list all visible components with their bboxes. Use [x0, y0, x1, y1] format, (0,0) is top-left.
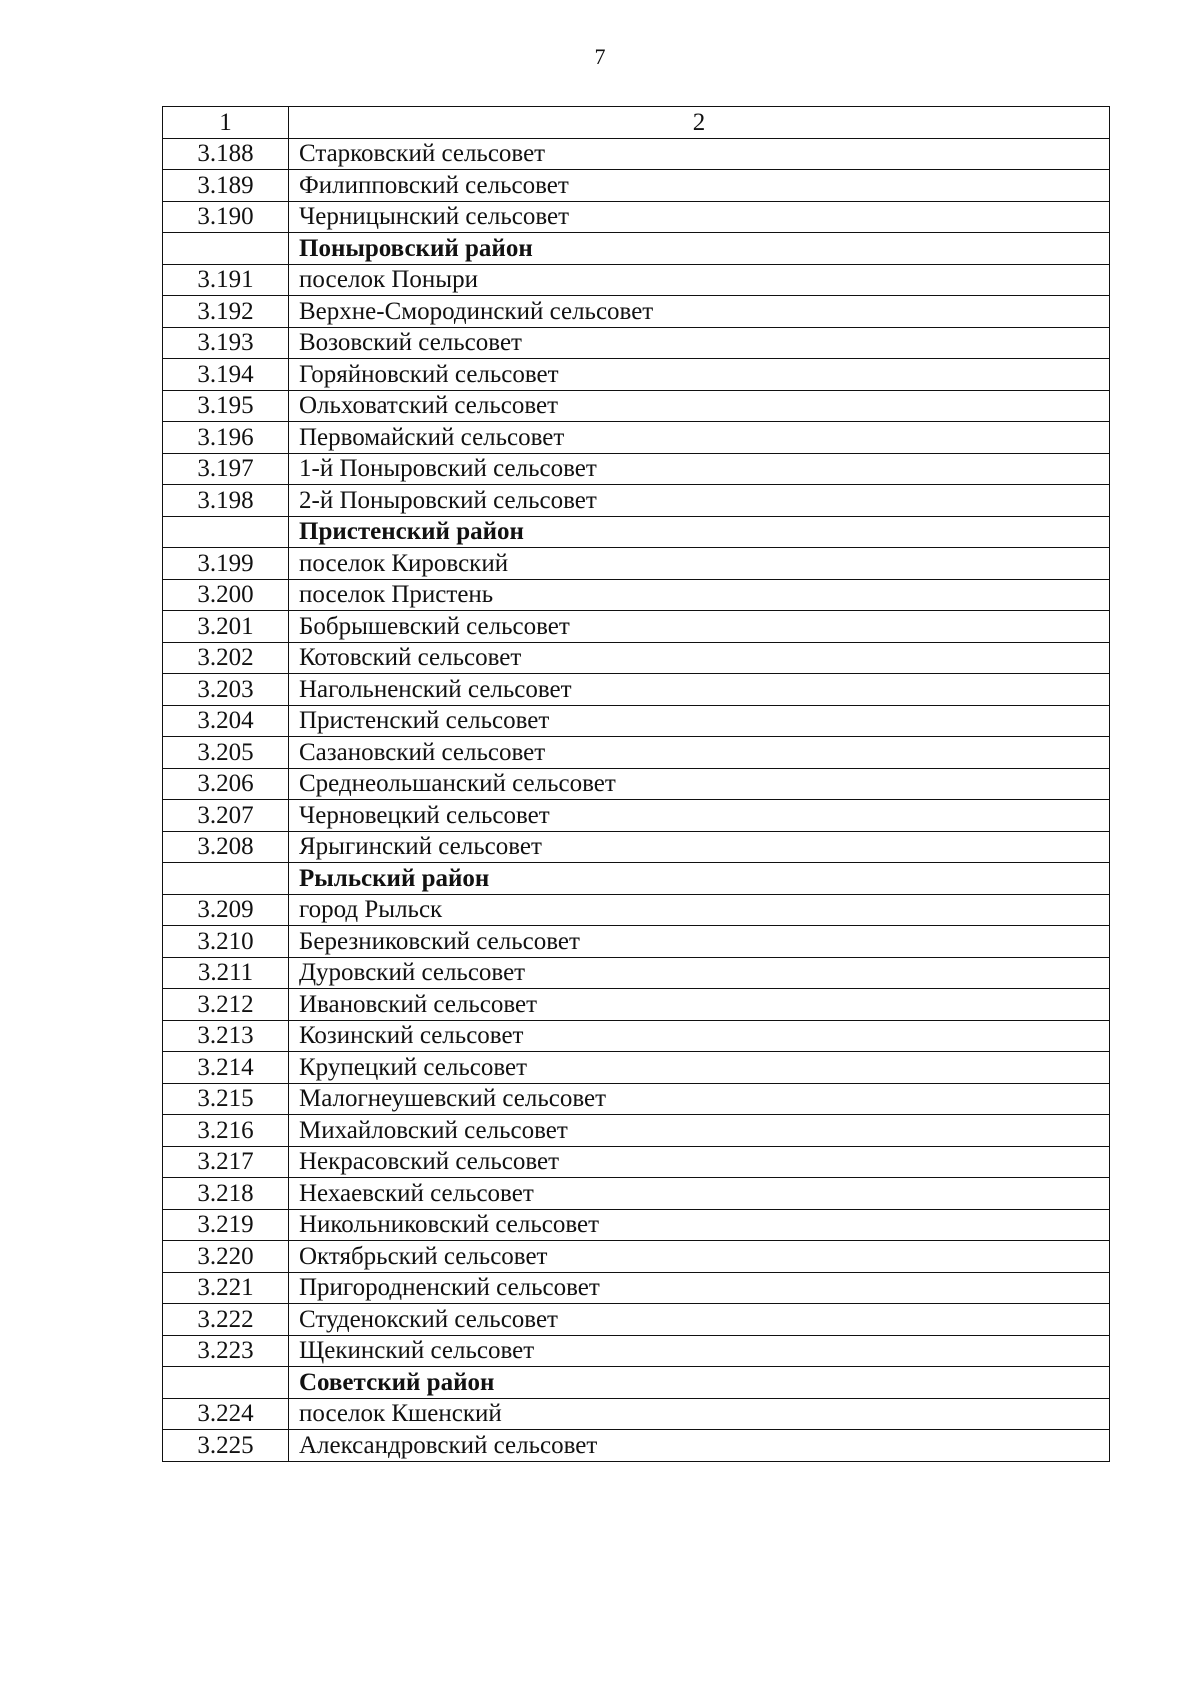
- settlement-name-cell: Никольниковский сельсовет: [289, 1209, 1110, 1241]
- row-number-cell: 3.211: [163, 957, 289, 989]
- table-row: [163, 800, 1110, 832]
- table-row: [163, 1335, 1110, 1367]
- table-row: [163, 485, 1110, 517]
- table-row: [163, 1020, 1110, 1052]
- table-body: [163, 107, 1110, 1462]
- row-number-cell: 3.219: [163, 1209, 289, 1241]
- settlement-name-cell: Малогнеушевский сельсовет: [289, 1083, 1110, 1115]
- table-row: [163, 1272, 1110, 1304]
- row-number-cell: 3.192: [163, 296, 289, 328]
- settlement-name-cell: Нехаевский сельсовет: [289, 1178, 1110, 1210]
- row-number-cell: 3.195: [163, 390, 289, 422]
- district-heading-row: [163, 233, 1110, 265]
- row-number-cell: 3.221: [163, 1272, 289, 1304]
- table-row: [163, 201, 1110, 233]
- table-row: [163, 390, 1110, 422]
- settlement-name-cell: Михайловский сельсовет: [289, 1115, 1110, 1147]
- row-number-cell: 3.197: [163, 453, 289, 485]
- settlement-name-cell: поселок Кшенский: [289, 1398, 1110, 1430]
- table-row: [163, 453, 1110, 485]
- settlements-table: [162, 106, 1110, 1462]
- table-row: [163, 1052, 1110, 1084]
- row-number-cell: 3.202: [163, 642, 289, 674]
- table-row: [163, 642, 1110, 674]
- row-number-cell: 3.222: [163, 1304, 289, 1336]
- row-number-cell: 3.190: [163, 201, 289, 233]
- row-number-cell: 3.225: [163, 1430, 289, 1462]
- row-number-cell: 3.199: [163, 548, 289, 580]
- settlement-name-cell: Старковский сельсовет: [289, 138, 1110, 170]
- district-name-cell: Советский район: [289, 1367, 1110, 1399]
- settlement-name-cell: Филипповский сельсовет: [289, 170, 1110, 202]
- row-number-cell: 3.208: [163, 831, 289, 863]
- table-row: [163, 1430, 1110, 1462]
- settlement-name-cell: город Рыльск: [289, 894, 1110, 926]
- settlement-name-cell: Некрасовский сельсовет: [289, 1146, 1110, 1178]
- settlement-name-cell: Бобрышевский сельсовет: [289, 611, 1110, 643]
- settlement-name-cell: поселок Кировский: [289, 548, 1110, 580]
- table-row: [163, 989, 1110, 1021]
- settlement-name-cell: Студенокский сельсовет: [289, 1304, 1110, 1336]
- table-row: [163, 327, 1110, 359]
- settlement-name-cell: Октябрьский сельсовет: [289, 1241, 1110, 1273]
- settlement-name-cell: Котовский сельсовет: [289, 642, 1110, 674]
- settlement-name-cell: Сазановский сельсовет: [289, 737, 1110, 769]
- settlement-name-cell: Черницынский сельсовет: [289, 201, 1110, 233]
- district-name-cell: Поныровский район: [289, 233, 1110, 265]
- table-row: [163, 674, 1110, 706]
- table-row: [163, 737, 1110, 769]
- settlement-name-cell: Возовский сельсовет: [289, 327, 1110, 359]
- row-number-cell: 3.210: [163, 926, 289, 958]
- row-number-cell: 3.206: [163, 768, 289, 800]
- settlement-name-cell: Среднеольшанский сельсовет: [289, 768, 1110, 800]
- row-number-cell: 3.200: [163, 579, 289, 611]
- table-row: [163, 296, 1110, 328]
- table-row: [163, 831, 1110, 863]
- table-row: [163, 264, 1110, 296]
- row-number-cell: 3.203: [163, 674, 289, 706]
- table-row: [163, 548, 1110, 580]
- table-row: [163, 422, 1110, 454]
- district-name-cell: Пристенский район: [289, 516, 1110, 548]
- row-number-cell: 3.204: [163, 705, 289, 737]
- district-heading-row: [163, 863, 1110, 895]
- settlement-name-cell: Ивановский сельсовет: [289, 989, 1110, 1021]
- row-number-cell: 3.212: [163, 989, 289, 1021]
- district-heading-row: [163, 516, 1110, 548]
- settlement-name-cell: поселок Поныри: [289, 264, 1110, 296]
- settlement-name-cell: Черновецкий сельсовет: [289, 800, 1110, 832]
- row-number-cell: 3.201: [163, 611, 289, 643]
- row-number-cell: 3.193: [163, 327, 289, 359]
- table-header-row: [163, 107, 1110, 139]
- row-number-cell: 3.218: [163, 1178, 289, 1210]
- row-number-cell: 3.214: [163, 1052, 289, 1084]
- settlement-name-cell: Горяйновский сельсовет: [289, 359, 1110, 391]
- settlement-name-cell: 2-й Поныровский сельсовет: [289, 485, 1110, 517]
- row-number-cell: [163, 516, 289, 548]
- row-number-cell: 3.205: [163, 737, 289, 769]
- row-number-cell: 3.196: [163, 422, 289, 454]
- settlement-name-cell: 1-й Поныровский сельсовет: [289, 453, 1110, 485]
- table-row: [163, 611, 1110, 643]
- column-header-number: 1: [163, 107, 289, 139]
- row-number-cell: 3.223: [163, 1335, 289, 1367]
- settlement-name-cell: Ольховатский сельсовет: [289, 390, 1110, 422]
- settlement-name-cell: Козинский сельсовет: [289, 1020, 1110, 1052]
- row-number-cell: [163, 233, 289, 265]
- table-row: [163, 894, 1110, 926]
- settlement-name-cell: Первомайский сельсовет: [289, 422, 1110, 454]
- table-row: [163, 138, 1110, 170]
- settlement-name-cell: Березниковский сельсовет: [289, 926, 1110, 958]
- table-row: [163, 1146, 1110, 1178]
- settlement-name-cell: поселок Пристень: [289, 579, 1110, 611]
- table-row: [163, 1083, 1110, 1115]
- settlement-name-cell: Ярыгинский сельсовет: [289, 831, 1110, 863]
- settlement-name-cell: Крупецкий сельсовет: [289, 1052, 1110, 1084]
- table-row: [163, 359, 1110, 391]
- settlement-name-cell: Пригородненский сельсовет: [289, 1272, 1110, 1304]
- table-row: [163, 1241, 1110, 1273]
- table-row: [163, 705, 1110, 737]
- settlement-name-cell: Александровский сельсовет: [289, 1430, 1110, 1462]
- row-number-cell: 3.191: [163, 264, 289, 296]
- settlement-name-cell: Щекинский сельсовет: [289, 1335, 1110, 1367]
- page-number: 7: [594, 44, 606, 69]
- row-number-cell: 3.194: [163, 359, 289, 391]
- row-number-cell: 3.216: [163, 1115, 289, 1147]
- row-number-cell: 3.189: [163, 170, 289, 202]
- row-number-cell: 3.198: [163, 485, 289, 517]
- table-row: [163, 1209, 1110, 1241]
- district-name-cell: Рыльский район: [289, 863, 1110, 895]
- table-row: [163, 957, 1110, 989]
- settlement-name-cell: Верхне-Смородинский сельсовет: [289, 296, 1110, 328]
- table-row: [163, 768, 1110, 800]
- column-header-name: 2: [289, 107, 1110, 139]
- table-row: [163, 1115, 1110, 1147]
- table-row: [163, 1398, 1110, 1430]
- table-row: [163, 926, 1110, 958]
- table-row: [163, 170, 1110, 202]
- settlement-name-cell: Пристенский сельсовет: [289, 705, 1110, 737]
- row-number-cell: 3.220: [163, 1241, 289, 1273]
- table-row: [163, 579, 1110, 611]
- row-number-cell: 3.213: [163, 1020, 289, 1052]
- settlement-name-cell: Нагольненский сельсовет: [289, 674, 1110, 706]
- row-number-cell: 3.215: [163, 1083, 289, 1115]
- row-number-cell: 3.209: [163, 894, 289, 926]
- row-number-cell: 3.217: [163, 1146, 289, 1178]
- district-heading-row: [163, 1367, 1110, 1399]
- row-number-cell: [163, 863, 289, 895]
- row-number-cell: [163, 1367, 289, 1399]
- settlement-name-cell: Дуровский сельсовет: [289, 957, 1110, 989]
- row-number-cell: 3.224: [163, 1398, 289, 1430]
- table-row: [163, 1304, 1110, 1336]
- table-row: [163, 1178, 1110, 1210]
- row-number-cell: 3.188: [163, 138, 289, 170]
- row-number-cell: 3.207: [163, 800, 289, 832]
